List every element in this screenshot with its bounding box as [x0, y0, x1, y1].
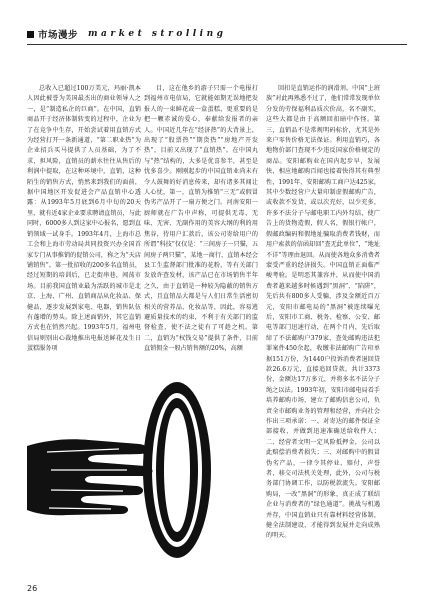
column-3-text: 回扣是直销运作的润滑剂。中国“上班族”对此再熟悉不过了，他们常常发现单位分发的劳保福利品质次价高，名不副实，这些大都是由于高额回扣暗中作怪。第三，直销品不是常规明码标价，尤其是外来户零售价格无法保证。利用直销巧，各地物价部门查现不少违反国家价格规定的商品。安阳邮购业在国内起步早，发展快，相应地邮购百闻也接着快得其有典型性，1991年，安阳邮购工商户达425家，其中少数经营户大量印制虚假邮购广告，或收款不发货、或以次充好，以少充多，许多不法分子与邮电职工内外勾结，使广告上的货物造假，假人名，假银行帐户，假邮政编码和假地址骗取消费者钱财，而用户索款的信函却回“查无此单位”，“地址不详”等理由退回。从而使各地众多消费者蒙受严重的经济损失。中国直销正面临严峻考验。是明恶其兼容并，从而使中国消费者越来越多时候遇到“黑洞”、“陷阱”，先后共有800多人受骗，涉及金额近百万元，安阳市邮电局的“黑洞”被连续曝光后，安阳市工商、税务、检察、公安、邮电等部门迅速行动，在两个月内，先后取缔了不法邮购户379家，查处邮购违法犯罪案件450余起，收缴非法邮购广告印单据151万份，为1440户投诉消费者退回贷款26.6万元，直接追回贷款，共计3373份，金额达17万多元，并将多名不法分子绳之以法。1993年初，安阳市邮电局看手培养邮购市场，建立了邮购信息公司，负责全市邮购业务的管理和经营，并向社会作出三项承诺：一、对寄达的邮件保证全部接收，并做到迅速准确送给收件人；二、经营者文明一定风险抵押金，公司以此赔偿消费者损失；三、对邮购中的假冒伪劣产品，一律令其停业、赔付，声誉者，移交司法机关处理，此外，公司与税务部门协调工作，以防税款流失。安阳邮购局，一改“黑洞”的形象，真正成了联结企业与消费者的“绿色通道”。挑战与机遇并存，中国直销业只有靠材料经营体制，健全法制建设，才能得到发展并走向成熟的明天。	[266, 85, 380, 540]
section-header	[27, 27, 407, 41]
text-column-3	[266, 84, 380, 590]
text-column-1	[27, 84, 141, 353]
section-marker-icon	[27, 31, 34, 38]
header-divider	[27, 44, 407, 45]
coin-hand-illustration	[27, 352, 259, 574]
column-2-text: 目，这在他乡的游子只需一个电报打到福州市电信局，它就能如期无误地把发报人的一束鲜花或一盒蛋糕，更重要的是把一颗赤诚的爱心，奉献给发报者的亲人。中国近几年在“经济热”的大背景上，出现了“股票热”“期货热”“房地产开发热”，目前又出现了“直销热”。在中国丸与“热”结构的，大多是优喜参半，甚至是忧多喜少。刚刚起步的中国直销业尚未有令人鼓舞的好消息传来，却有诸多其闻让人心忧，第一，直销为推销“三无”或假冒伪劣产品开了一扇方便之门。河南安阳一厨师就在广告中声称，可提供无毒、无味、无害、无副作用的美容大纲的利的用焦谷，待用户汇款后，该公司寄给用户的所谓“科技”仅仅是：“三间房子一只猫，五间房子两只猫”，某地一商行，直销本经会县工生监督部门批准的花粉，等有关部门发放许查发材，该产品已在市场销售半年之久，由于直销是一种较为隐蔽的销售方式，且直销品大都是与人们日常生活密切相关的营养品、化妆品等，因此，容易逃避质量技术的约束，不利于有关部门的监督检查，使不法之徒有了可趁之机。第二，直销为“权钱交易”提供了条件，目前直销佣金一般占销售额的20%，高额	[144, 85, 258, 353]
section-title-cn: 市场漫步	[38, 30, 79, 41]
page-number: 26	[27, 584, 38, 593]
column-1-text: 总收入已超过100万美元，玛丽·凯本人因此被誉为美国最杰出的商业领导人之一，是“制造私企的巨商”。在中国，直销商品开于经济体制转变的过程中，企业为了在竞争中生存，开始尝试着用直销方式为经营打开一条新通道，“第二职业热”为企业招兵买马提供了人员基础，为了不求，担风险，直销员的薪水往往从售后的利润中提取，在这种环境中，直销，这种陌生的销售方式，悄然来到我们的面前，据中国地区开发促进会产品直销中心透露：从1993年5月底到6月中旬的20天里，就有近4家企业要求聘请直销员，与此同时，6000多人到这家中心报名，愿到直销领域一试身手。1993年4月，上海市总工会和上海市劳动局共同投资兴办全国首家专门从事推销的促销公司，称之为“天店铺销售”。第一批招收的200多名直销员，经过短期的培训后，已走街串巷，闯荡市场。目前我国直销业最为活跃的城市是北京、上海、广州、直销商品从化妆品、保健品，逐步发展到家电、电器，销售队伍有蓬增的势头。除上述面销外，其它直销方式也在悄然兴起。1993年5月，福州电信局则别出心裁地推出电报送鲜花及生日蛋糕服务项	[27, 85, 141, 353]
text-column-2	[144, 84, 258, 353]
section-title-en: market strolling	[88, 29, 227, 39]
coin-icon	[143, 382, 211, 558]
